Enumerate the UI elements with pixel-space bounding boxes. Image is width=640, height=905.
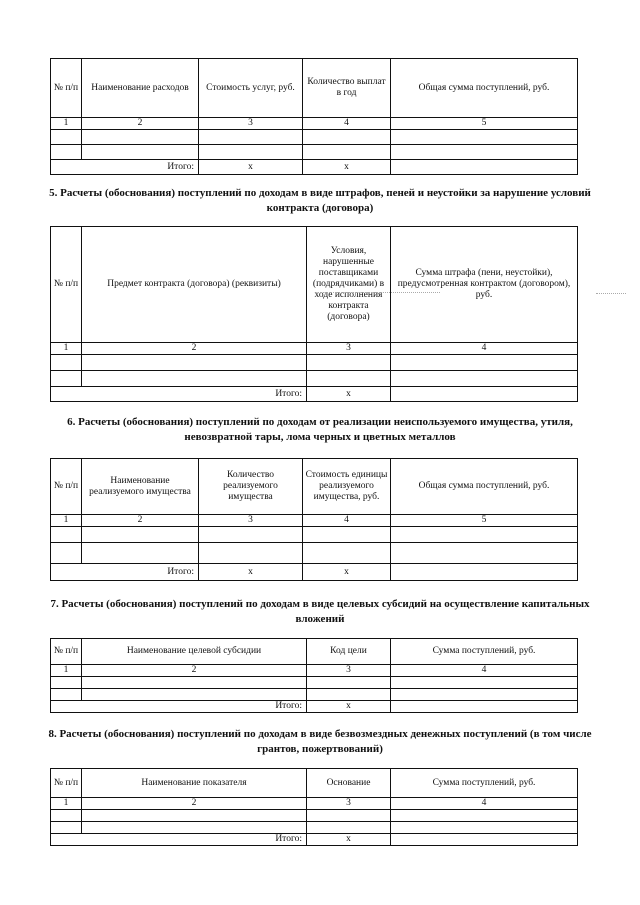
table-section-6 bbox=[50, 458, 578, 581]
table-row bbox=[51, 677, 578, 689]
column-number: 2 bbox=[82, 798, 307, 810]
empty-cell bbox=[307, 355, 391, 371]
header-cell: Основание bbox=[307, 769, 391, 798]
column-number: 2 bbox=[82, 515, 199, 527]
header-cell: Общая сумма поступлений, руб. bbox=[391, 459, 578, 515]
empty-cell bbox=[82, 689, 307, 701]
header-cell: Наименование показателя bbox=[82, 769, 307, 798]
column-number-row bbox=[51, 343, 578, 355]
header-cell: Стоимость единицы реализуемого имущества, руб. bbox=[303, 459, 391, 515]
scan-artifact-line bbox=[596, 293, 626, 294]
column-number: 3 bbox=[199, 515, 303, 527]
table-header-row bbox=[51, 59, 578, 118]
table-header-row bbox=[51, 769, 578, 798]
x-mark: x bbox=[307, 387, 391, 402]
total-row bbox=[51, 564, 578, 581]
total-label: Итого: bbox=[51, 701, 307, 713]
total-label: Итого: bbox=[51, 387, 307, 402]
table-section-5 bbox=[50, 226, 578, 402]
empty-cell bbox=[391, 677, 578, 689]
table-row bbox=[51, 689, 578, 701]
table-section-7 bbox=[50, 638, 578, 713]
scan-artifact-line bbox=[320, 292, 440, 293]
empty-cell bbox=[199, 130, 303, 145]
empty-cell bbox=[391, 355, 578, 371]
total-row bbox=[51, 701, 578, 713]
empty-cell bbox=[391, 387, 578, 402]
empty-cell bbox=[303, 130, 391, 145]
empty-cell bbox=[82, 371, 307, 387]
header-cell: Предмет контракта (договора) (реквизиты) bbox=[82, 227, 307, 343]
column-number: 1 bbox=[51, 343, 82, 355]
table-row bbox=[51, 130, 578, 145]
column-number: 3 bbox=[307, 665, 391, 677]
header-cell: Стоимость услуг, руб. bbox=[199, 59, 303, 118]
table-row bbox=[51, 527, 578, 543]
column-number-row bbox=[51, 665, 578, 677]
empty-cell bbox=[82, 543, 199, 564]
empty-cell bbox=[51, 145, 82, 160]
empty-cell bbox=[391, 543, 578, 564]
total-label: Итого: bbox=[51, 160, 199, 175]
empty-cell bbox=[51, 371, 82, 387]
column-number: 1 bbox=[51, 118, 82, 130]
empty-cell bbox=[391, 130, 578, 145]
table-section-4 bbox=[50, 58, 578, 175]
column-number-row bbox=[51, 798, 578, 810]
section-7-heading: 7. Расчеты (обоснования) поступлений по доходам в виде целевых субсидий на осуществление капитальных вложений bbox=[50, 598, 590, 625]
table-row bbox=[51, 543, 578, 564]
empty-cell bbox=[82, 145, 199, 160]
x-mark: x bbox=[307, 834, 391, 846]
empty-cell bbox=[82, 355, 307, 371]
header-cell: Условия, нарушенные поставщиками (подрядчиками) в ходе исполнения контракта (договора) bbox=[307, 227, 391, 343]
x-mark: x bbox=[199, 564, 303, 581]
empty-cell bbox=[199, 145, 303, 160]
header-cell: Наименование целевой субсидии bbox=[82, 639, 307, 665]
column-number: 3 bbox=[307, 343, 391, 355]
empty-cell bbox=[82, 810, 307, 822]
empty-cell bbox=[199, 543, 303, 564]
column-number: 4 bbox=[303, 118, 391, 130]
empty-cell bbox=[391, 822, 578, 834]
total-row bbox=[51, 160, 578, 175]
empty-cell bbox=[303, 543, 391, 564]
column-number: 1 bbox=[51, 665, 82, 677]
header-cell: Сумма поступлений, руб. bbox=[391, 769, 578, 798]
total-label: Итого: bbox=[51, 564, 199, 581]
column-number: 2 bbox=[82, 665, 307, 677]
empty-cell bbox=[82, 677, 307, 689]
total-label: Итого: bbox=[51, 834, 307, 846]
empty-cell bbox=[307, 822, 391, 834]
header-cell: № п/п bbox=[51, 59, 82, 118]
column-number: 5 bbox=[391, 515, 578, 527]
empty-cell bbox=[391, 527, 578, 543]
empty-cell bbox=[51, 677, 82, 689]
empty-cell bbox=[51, 527, 82, 543]
table-row bbox=[51, 822, 578, 834]
column-number: 4 bbox=[391, 343, 578, 355]
column-number-row bbox=[51, 515, 578, 527]
empty-cell bbox=[307, 810, 391, 822]
empty-cell bbox=[391, 810, 578, 822]
header-cell: № п/п bbox=[51, 227, 82, 343]
empty-cell bbox=[391, 834, 578, 846]
column-number: 2 bbox=[82, 343, 307, 355]
header-cell: Наименование расходов bbox=[82, 59, 199, 118]
empty-cell bbox=[307, 677, 391, 689]
header-cell: Сумма штрафа (пени, неустойки), предусмотренная контрактом (договором), руб. bbox=[391, 227, 578, 343]
column-number: 4 bbox=[391, 665, 578, 677]
empty-cell bbox=[82, 527, 199, 543]
x-mark: x bbox=[303, 160, 391, 175]
column-number: 3 bbox=[307, 798, 391, 810]
empty-cell bbox=[303, 145, 391, 160]
header-cell: Количество выплат в год bbox=[303, 59, 391, 118]
total-row bbox=[51, 387, 578, 402]
section-5-heading: 5. Расчеты (обоснования) поступлений по доходам в виде штрафов, пеней и неустойки за нарушение условий контракта (договора) bbox=[49, 187, 591, 214]
x-mark: x bbox=[307, 701, 391, 713]
empty-cell bbox=[51, 543, 82, 564]
empty-cell bbox=[391, 701, 578, 713]
empty-cell bbox=[391, 689, 578, 701]
table-section-8 bbox=[50, 768, 578, 846]
header-cell: № п/п bbox=[51, 769, 82, 798]
header-cell: Сумма поступлений, руб. bbox=[391, 639, 578, 665]
empty-cell bbox=[307, 689, 391, 701]
empty-cell bbox=[307, 371, 391, 387]
section-6-heading: 6. Расчеты (обоснования) поступлений по доходам от реализации неиспользуемого имущества, утиля, невозвратной тары, лома черных и цветных металлов bbox=[67, 416, 573, 443]
column-number: 1 bbox=[51, 798, 82, 810]
x-mark: x bbox=[303, 564, 391, 581]
table-header-row bbox=[51, 639, 578, 665]
column-number: 5 bbox=[391, 118, 578, 130]
column-number: 1 bbox=[51, 515, 82, 527]
column-number: 3 bbox=[199, 118, 303, 130]
empty-cell bbox=[51, 822, 82, 834]
header-cell: Наименование реализуемого имущества bbox=[82, 459, 199, 515]
column-number: 2 bbox=[82, 118, 199, 130]
empty-cell bbox=[391, 145, 578, 160]
empty-cell bbox=[82, 822, 307, 834]
x-mark: x bbox=[199, 160, 303, 175]
header-cell: № п/п bbox=[51, 639, 82, 665]
header-cell: Код цели bbox=[307, 639, 391, 665]
header-cell: Общая сумма поступлений, руб. bbox=[391, 59, 578, 118]
empty-cell bbox=[82, 130, 199, 145]
section-8-heading: 8. Расчеты (обоснования) поступлений по доходам в виде безвозмездных денежных поступлений (в том числе грантов, пожертвований) bbox=[48, 728, 592, 755]
header-cell: № п/п bbox=[51, 459, 82, 515]
column-number: 4 bbox=[391, 798, 578, 810]
table-row bbox=[51, 810, 578, 822]
empty-cell bbox=[51, 810, 82, 822]
empty-cell bbox=[391, 564, 578, 581]
empty-cell bbox=[391, 160, 578, 175]
empty-cell bbox=[51, 130, 82, 145]
table-row bbox=[51, 371, 578, 387]
column-number-row bbox=[51, 118, 578, 130]
empty-cell bbox=[199, 527, 303, 543]
table-row bbox=[51, 355, 578, 371]
empty-cell bbox=[51, 689, 82, 701]
table-row bbox=[51, 145, 578, 160]
empty-cell bbox=[51, 355, 82, 371]
table-header-row bbox=[51, 227, 578, 343]
header-cell: Количество реализуемого имущества bbox=[199, 459, 303, 515]
column-number: 4 bbox=[303, 515, 391, 527]
table-header-row bbox=[51, 459, 578, 515]
empty-cell bbox=[391, 371, 578, 387]
empty-cell bbox=[303, 527, 391, 543]
total-row bbox=[51, 834, 578, 846]
